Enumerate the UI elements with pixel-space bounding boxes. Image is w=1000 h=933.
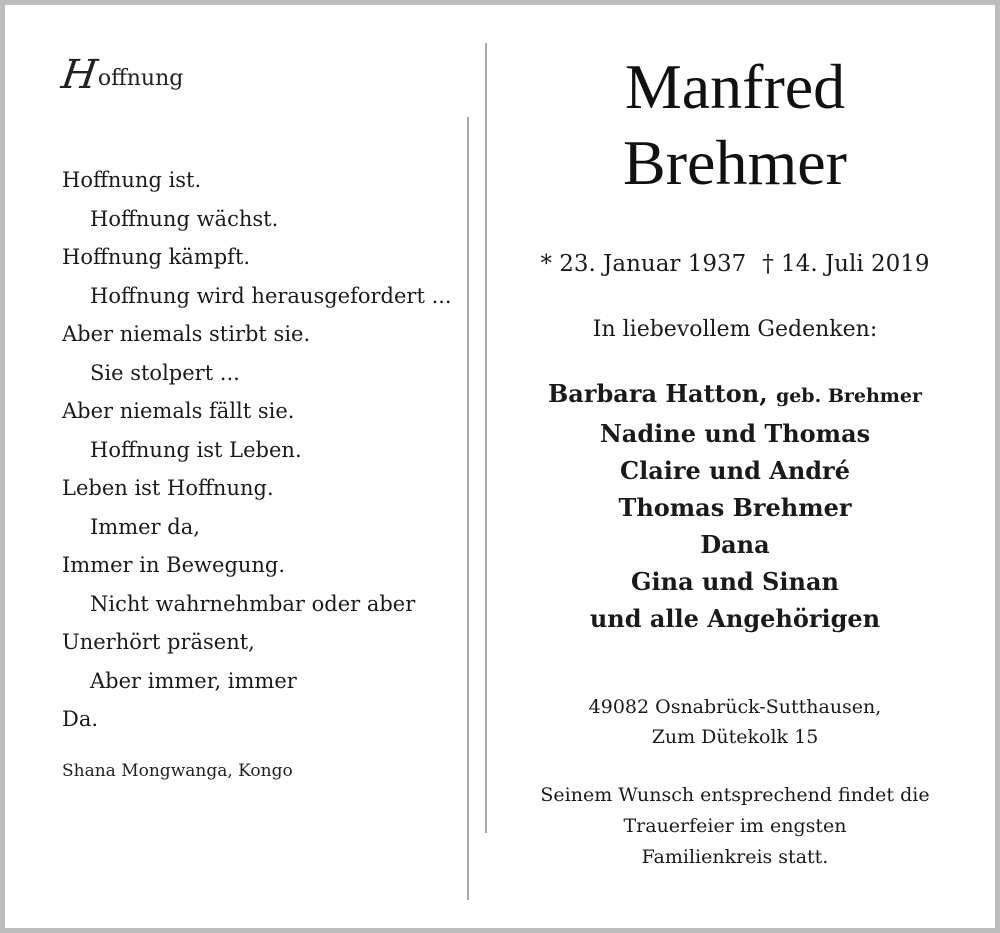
poem-line: Hoffnung ist Leben. <box>90 437 302 462</box>
mourner-name: Nadine und Thomas <box>599 419 871 448</box>
mourner-row <box>495 452 975 489</box>
mourner-name: Gina und Sinan <box>631 567 839 596</box>
mourner-row <box>495 375 975 415</box>
birth-date: * 23. Januar 1937 <box>540 251 747 277</box>
mourners-list <box>495 375 975 637</box>
notice-line: Trauerfeier im engsten <box>623 815 847 837</box>
notice-line: Familienkreis statt. <box>641 846 829 868</box>
poem-line: Aber niemals fällt sie. <box>62 399 295 423</box>
mourner-name: Thomas Brehmer <box>618 493 852 522</box>
poem-line: Immer da, <box>90 514 200 539</box>
funeral-notice <box>495 780 975 873</box>
mourner-row <box>495 563 975 600</box>
poem-line: Hoffnung kämpft. <box>62 245 251 269</box>
poem-line: Aber immer, immer <box>90 668 297 693</box>
mourner-row <box>495 489 975 526</box>
death-date: † 14. Juli 2019 <box>762 251 930 277</box>
deceased-name <box>495 49 975 201</box>
poem-line: Leben ist Hoffnung. <box>62 476 274 500</box>
last-name: Brehmer <box>623 127 847 198</box>
address-line: Zum Dütekolk 15 <box>651 726 819 748</box>
poem-line: Nicht wahrnehmbar oder aber <box>90 591 416 616</box>
mourner-name: Claire und André <box>620 456 850 485</box>
mourner-name: Barbara Hatton, <box>548 379 768 408</box>
poem-author: Shana Mongwanga, Kongo <box>62 760 293 781</box>
notice-line: Seinem Wunsch entsprechend findet die <box>540 784 930 806</box>
poem-line: Sie stolpert ... <box>90 360 240 385</box>
mourner-name: und alle Angehörigen <box>589 604 881 633</box>
poem-column <box>58 45 462 781</box>
poem-line: Unerhört präsent, <box>62 630 255 654</box>
poem-line: Hoffnung wächst. <box>90 206 279 231</box>
first-name: Manfred <box>624 51 846 122</box>
address-block <box>495 692 975 752</box>
poem-title <box>58 45 462 98</box>
mourner-name: Dana <box>700 530 770 559</box>
poem-line: Immer in Bewegung. <box>62 553 286 577</box>
poem-line: Hoffnung ist. <box>62 168 202 192</box>
mourner-row <box>495 600 975 637</box>
notice-column <box>495 49 975 873</box>
maiden-name: geb. Brehmer <box>775 385 922 407</box>
poem-title-initial: H <box>58 52 101 98</box>
address-line: 49082 Osnabrück-Sutthausen, <box>588 696 882 718</box>
divider-line <box>467 117 469 900</box>
poem-line: Aber niemals stirbt sie. <box>62 322 311 346</box>
mourner-row <box>495 526 975 563</box>
poem-line: Hoffnung wird herausgefordert ... <box>90 283 452 308</box>
poem-line: Da. <box>62 707 99 731</box>
divider-line <box>485 43 487 833</box>
memorial-intro: In liebevollem Gedenken: <box>592 317 878 342</box>
poem-lines <box>62 165 462 743</box>
life-dates <box>495 249 975 279</box>
poem-title-rest: offnung <box>97 66 184 91</box>
mourner-row <box>495 415 975 452</box>
